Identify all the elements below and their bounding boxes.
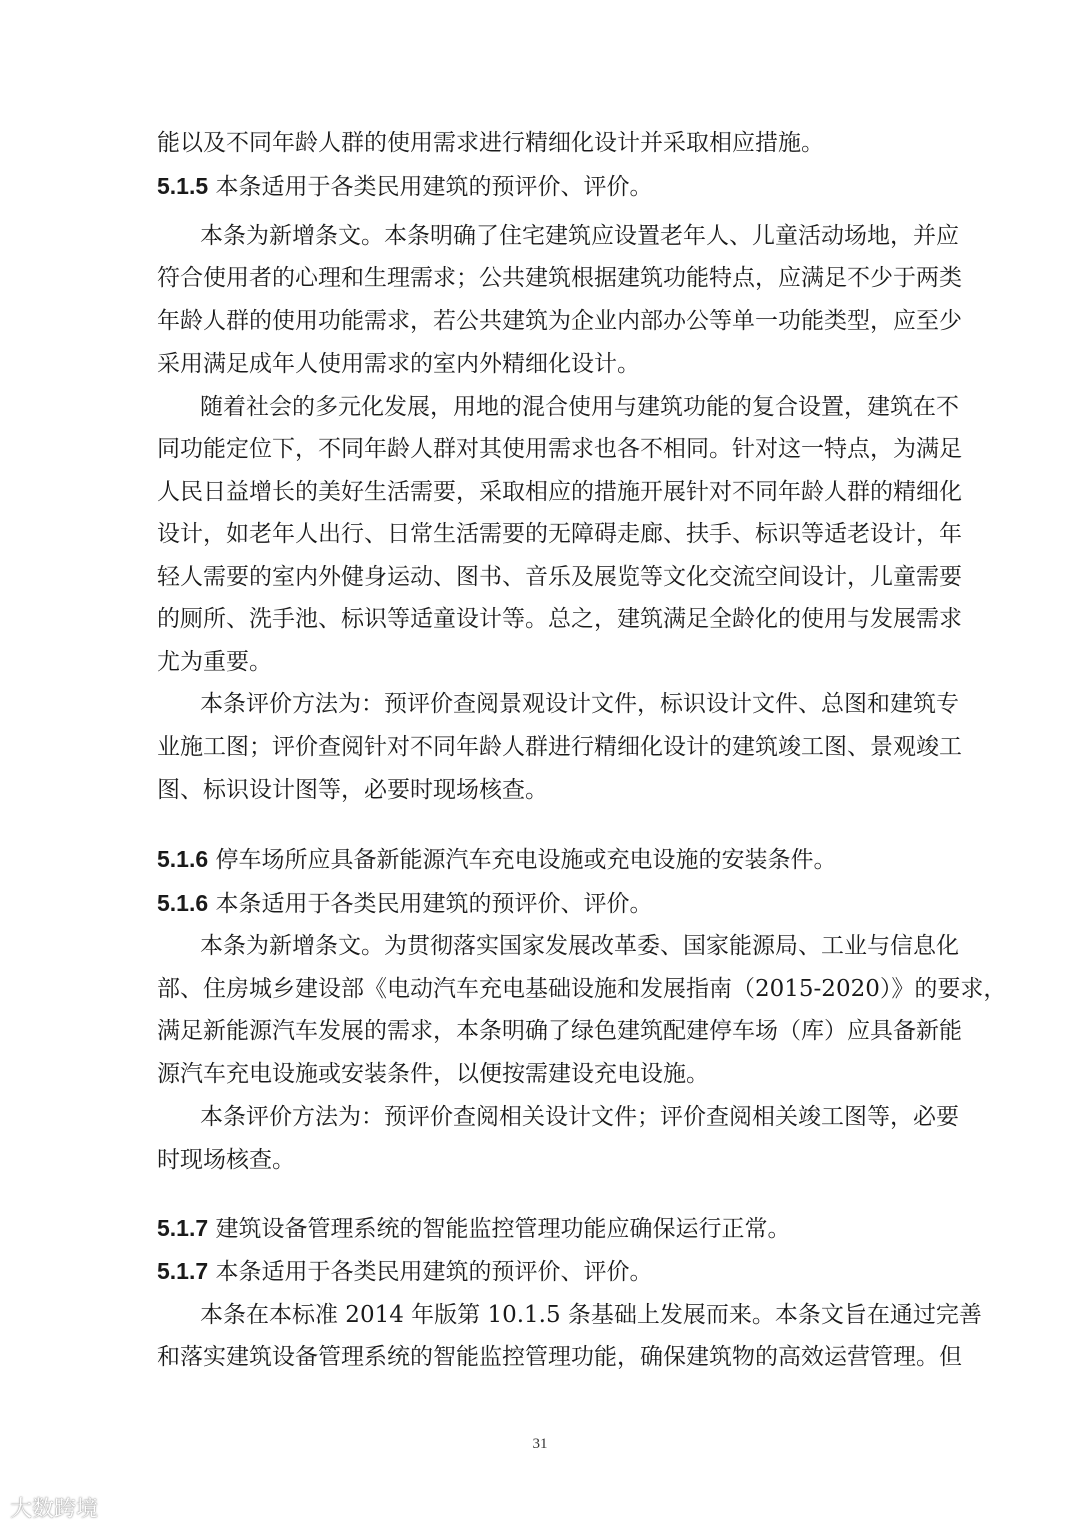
- line-text: 本条为新增条文。为贯彻落实国家发展改革委、国家能源局、工业与信息化: [200, 933, 959, 959]
- text-line: [200, 1101, 959, 1133]
- clause-line: [157, 170, 915, 202]
- line-text: 时现场核查。: [157, 1147, 295, 1173]
- text-line: [157, 603, 962, 635]
- line-text: 和落实建筑设备管理系统的智能监控管理功能，确保建筑物的高效运营管理。但: [157, 1344, 962, 1370]
- line-text: 停车场所应具备新能源汽车充电设施或充电设施的安装条件。: [208, 847, 837, 873]
- clause-line: [157, 887, 915, 919]
- text-line: [157, 305, 962, 337]
- text-line: [200, 1299, 982, 1331]
- text-line: [157, 774, 915, 806]
- clause-line: [157, 1255, 915, 1287]
- text-line: [200, 391, 959, 423]
- line-text: 本条适用于各类民用建筑的预评价、评价。: [208, 174, 653, 200]
- line-text: 本条适用于各类民用建筑的预评价、评价。: [208, 1259, 653, 1285]
- line-text: 随着社会的多元化发展，用地的混合使用与建筑功能的复合设置，建筑在不: [200, 394, 959, 420]
- text-line: [157, 731, 962, 763]
- line-text: 采用满足成年人使用需求的室内外精细化设计。: [157, 351, 640, 377]
- text-line: [157, 476, 962, 508]
- line-text: 尤为重要。: [157, 649, 272, 675]
- clause-number: 5.1.6: [157, 846, 209, 872]
- text-line: [200, 220, 959, 252]
- line-text: 本条适用于各类民用建筑的预评价、评价。: [208, 891, 653, 917]
- line-text: 本条为新增条文。本条明确了住宅建筑应设置老年人、儿童活动场地，并应: [200, 223, 959, 249]
- line-text: 满足新能源汽车发展的需求，本条明确了绿色建筑配建停车场（库）应具备新能: [157, 1018, 962, 1044]
- text-line: [157, 1341, 962, 1373]
- text-line: [157, 127, 915, 159]
- text-line: [200, 688, 959, 720]
- text-line: [157, 518, 962, 550]
- line-text: 同功能定位下，不同年龄人群对其使用需求也各不相同。针对这一特点，为满足: [157, 436, 962, 462]
- text-line: [157, 1015, 962, 1047]
- clause-line: [157, 843, 915, 875]
- line-text: 设计，如老年人出行、日常生活需要的无障碍走廊、扶手、标识等适老设计，年: [157, 521, 962, 547]
- line-text: 人民日益增长的美好生活需要，采取相应的措施开展针对不同年龄人群的精细化: [157, 479, 962, 505]
- text-line: [157, 348, 915, 380]
- text-line: [157, 1058, 915, 1090]
- line-text: 年龄人群的使用功能需求，若公共建筑为企业内部办公等单一功能类型，应至少: [157, 308, 962, 334]
- line-text: 能以及不同年龄人群的使用需求进行精细化设计并采取相应措施。: [157, 130, 824, 156]
- line-text: 部、住房城乡建设部《电动汽车充电基础设施和发展指南（2015-2020）》的要求，: [157, 976, 1007, 1002]
- clause-number: 5.1.7: [157, 1258, 209, 1284]
- line-text: 本条评价方法为：预评价查阅景观设计文件，标识设计文件、总图和建筑专: [200, 691, 959, 717]
- text-line: [157, 262, 962, 294]
- line-text: 轻人需要的室内外健身运动、图书、音乐及展览等文化交流空间设计，儿童需要: [157, 564, 962, 590]
- clause-line: [157, 1212, 915, 1244]
- line-text: 的厕所、洗手池、标识等适童设计等。总之，建筑满足全龄化的使用与发展需求: [157, 606, 962, 632]
- line-text: 符合使用者的心理和生理需求；公共建筑根据建筑功能特点，应满足不少于两类: [157, 265, 962, 291]
- clause-number: 5.1.7: [157, 1215, 209, 1241]
- line-text: 本条在本标准 2014 年版第 10.1.5 条基础上发展而来。本条文旨在通过完善: [200, 1302, 982, 1328]
- watermark-logo: 大数跨境: [10, 1497, 99, 1522]
- text-line: [200, 930, 959, 962]
- line-text: 建筑设备管理系统的智能监控管理功能应确保运行正常。: [208, 1216, 791, 1242]
- text-line: [157, 646, 915, 678]
- page-number: 31: [532, 1436, 548, 1452]
- clause-number: 5.1.6: [157, 890, 209, 916]
- text-line: [157, 1144, 915, 1176]
- text-line: [157, 433, 962, 465]
- text-line: [157, 561, 962, 593]
- clause-number: 5.1.5: [157, 173, 209, 199]
- text-line: [157, 973, 1007, 1005]
- line-text: 图、标识设计图等，必要时现场核查。: [157, 777, 548, 803]
- line-text: 本条评价方法为：预评价查阅相关设计文件；评价查阅相关竣工图等，必要: [200, 1104, 959, 1130]
- line-text: 业施工图；评价查阅针对不同年龄人群进行精细化设计的建筑竣工图、景观竣工: [157, 734, 962, 760]
- line-text: 源汽车充电设施或安装条件，以便按需建设充电设施。: [157, 1061, 709, 1087]
